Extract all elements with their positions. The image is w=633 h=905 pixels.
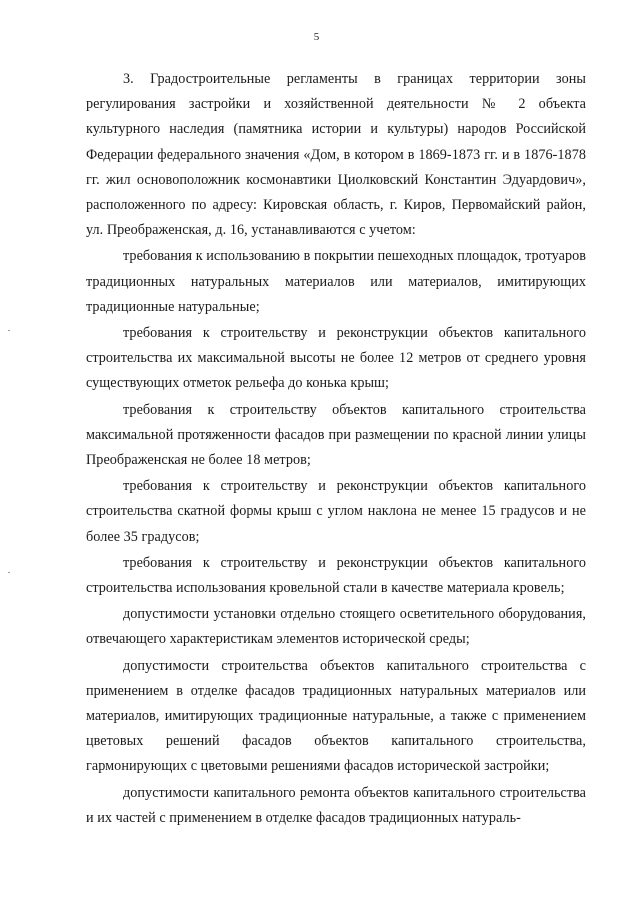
margin-mark xyxy=(8,330,10,331)
list-item: требования к использованию в покрытии пешеходных площадок, тротуаров традиционных натуральных материалов или материалов, имитирующих традиционные натуральные; xyxy=(86,248,586,315)
list-item: допустимости капитального ремонта объектов капитального строительства и их частей с применением в отделке фасадов традиционных натураль- xyxy=(86,784,586,826)
list-item: допустимости установки отдельно стоящего осветительного оборудования, отвечающего характеристикам элементов исторической среды; xyxy=(86,606,586,648)
intro-paragraph: 3. Градостроительные регламенты в границах территории зоны регулирования застройки и хозяйственной деятельности № 2 объекта культурного наследия (памятника истории и культуры) народов Российской Федерации федерального значения «Дом, в котором в 1869-1873 гг. и в 1876-1878 гг. жил основоположник космонавтики Циолковский Константин Эдуардович», расположенного по адресу: Кировская область, г. Киров, Первомайский район, ул. Преображенская, д. 16, устанавливаются с учетом: xyxy=(86,71,586,239)
list-item: требования к строительству и реконструкции объектов капитального строительства скатной формы крыш с углом наклона не менее 15 градусов и не более 35 градусов; xyxy=(86,478,586,545)
list-item: требования к строительству объектов капитального строительства максимальной протяженности фасадов при размещении по красной линии улицы Преображенская не более 18 метров; xyxy=(86,401,586,469)
document-body xyxy=(86,67,586,831)
list-item: требования к строительству и реконструкции объектов капитального строительства использования кровельной стали в качестве материала кровель; xyxy=(86,554,586,597)
page-number: 5 xyxy=(313,31,320,43)
list-item: допустимости строительства объектов капитального строительства с применением в отделке фасадов традиционных натуральных материалов или материалов, имитирующих традиционные натуральные, а также с применением цветовых решений фасадов объектов капитального строительства, гармонирующих с цветовыми решениями фасадов исторической застройки; xyxy=(86,657,586,775)
list-item: требования к строительству и реконструкции объектов капитального строительства их максимальной высоты не более 12 метров от среднего уровня существующих отметок рельефа до конька крыш; xyxy=(86,325,586,392)
margin-mark xyxy=(8,572,10,573)
